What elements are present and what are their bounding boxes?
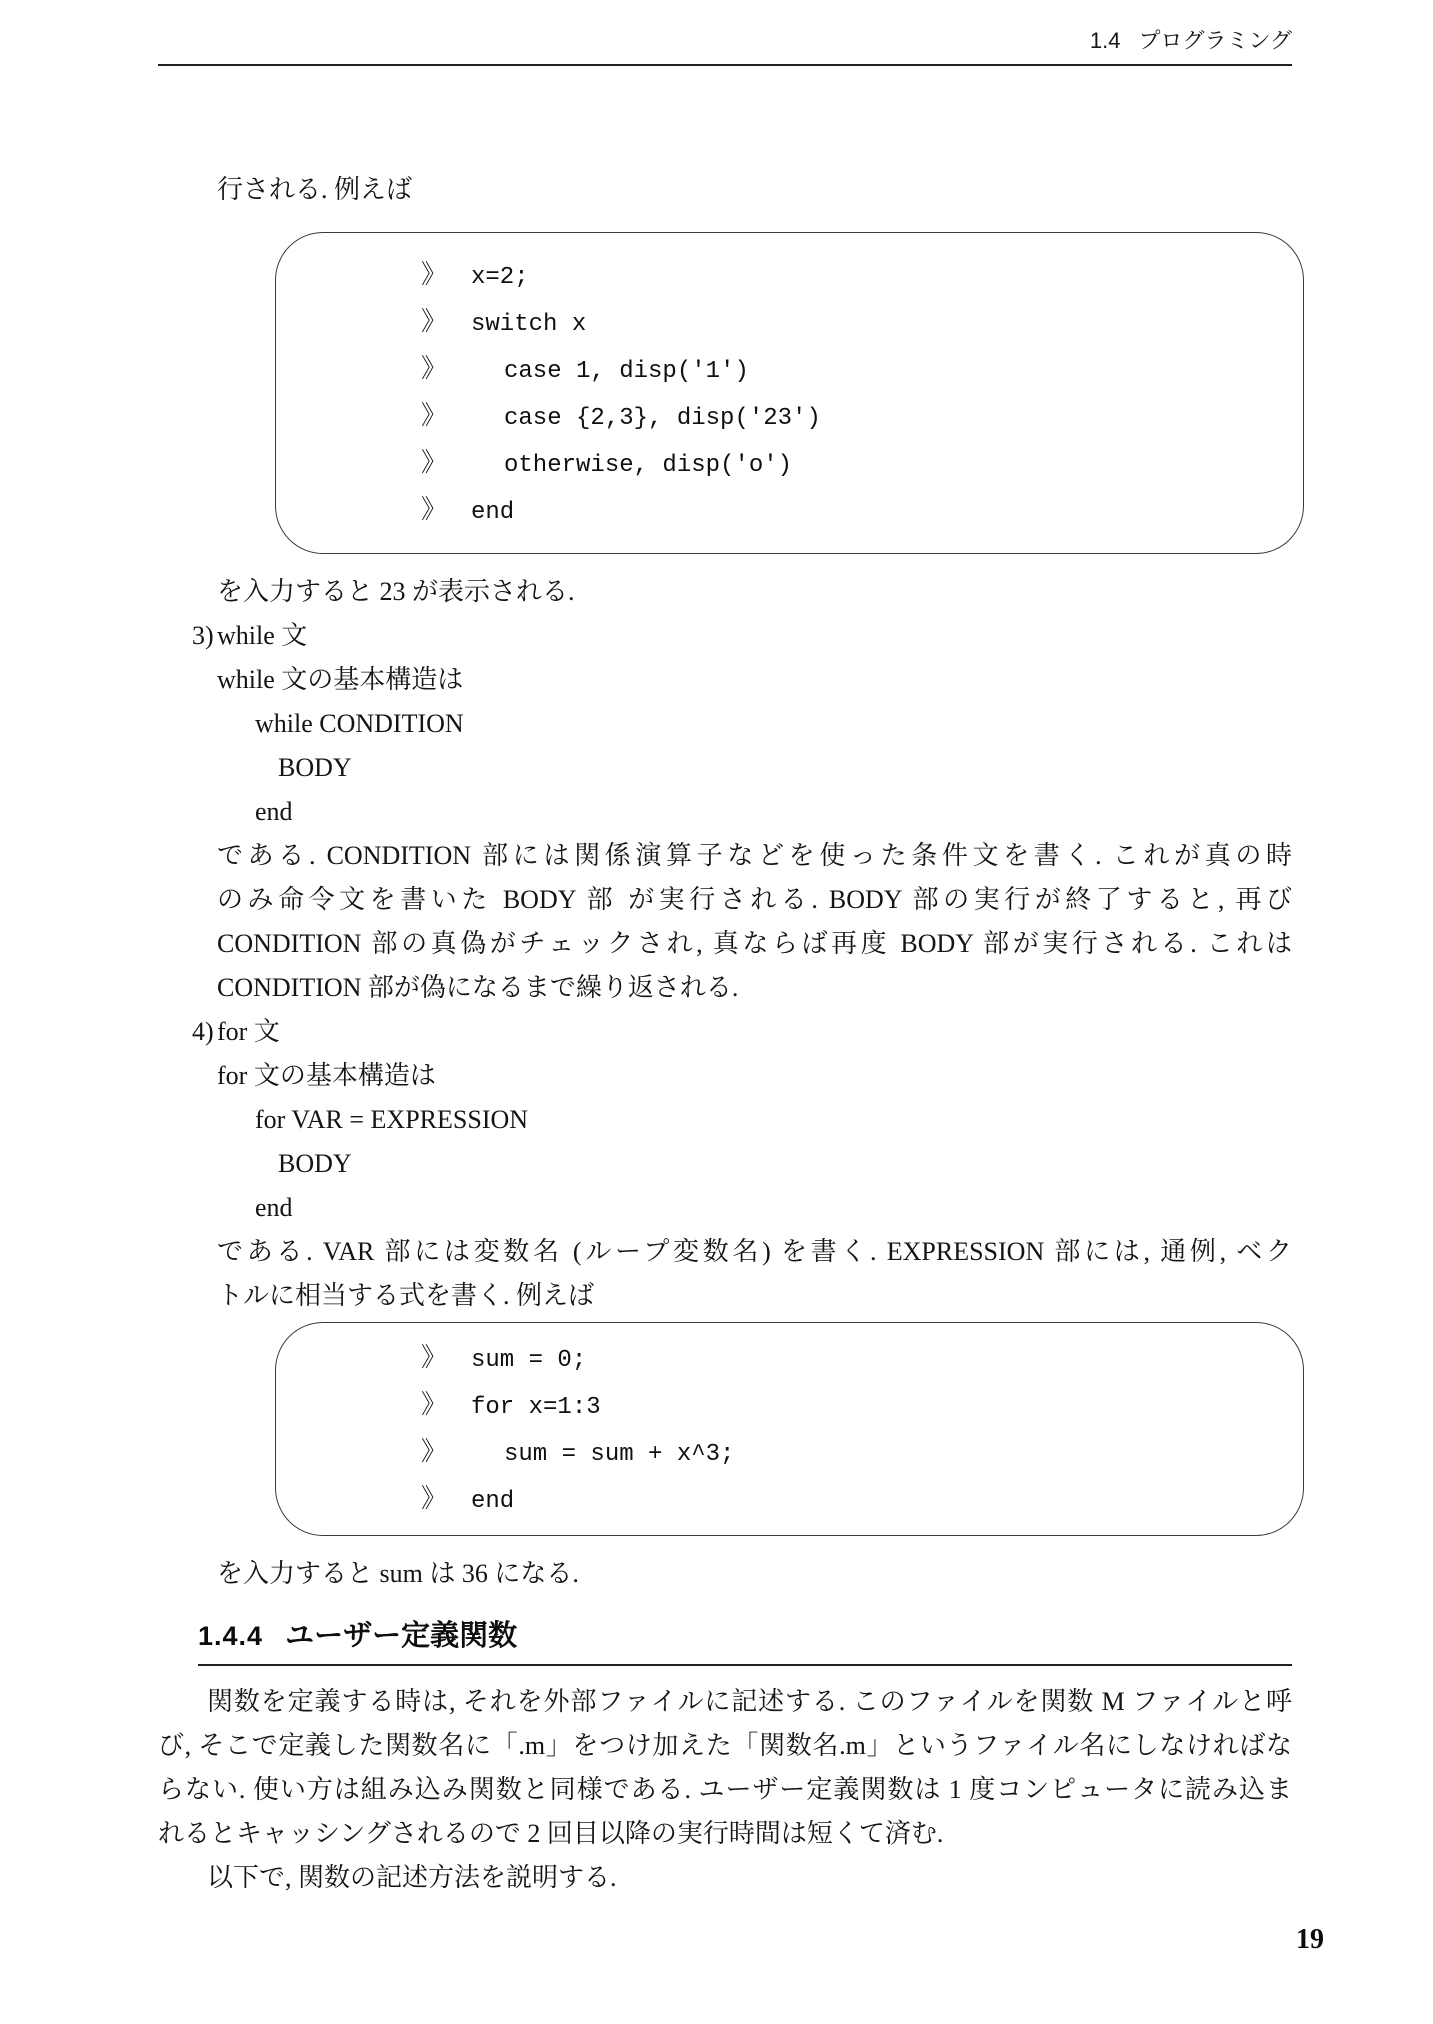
list-item-title: while 文 [217, 621, 308, 650]
for-syntax-line: BODY [278, 1149, 352, 1178]
paragraph-line: れるとキャッシングされるので 2 回目以降の実行時間は短くて済む. [158, 1819, 944, 1848]
code-result-note: を入力すると 23 が表示される. [217, 577, 575, 606]
code-text: otherwise, disp('o') [504, 452, 793, 479]
while-syntax-line: BODY [278, 753, 352, 782]
paragraph-line: 関数を定義する時は, それを外部ファイルに記述する. このファイルを関数 M ファイルと呼 [207, 1687, 1292, 1716]
list-item-for [158, 1010, 1292, 1054]
code-text: sum = sum + x^3; [504, 1441, 735, 1468]
for-description-line: トルに相当する式を書く. 例えば [217, 1281, 595, 1310]
for-syntax-line: end [255, 1193, 293, 1222]
code-text: end [471, 499, 515, 526]
code-text: case 1, disp('1') [504, 358, 749, 385]
page-number: 19 [1296, 1924, 1324, 1955]
code-line [421, 1383, 1283, 1430]
page-content [158, 0, 1292, 1900]
while-syntax-line: end [255, 797, 293, 826]
code-line [421, 441, 1283, 488]
intro-line: 行される. 例えば [217, 175, 413, 204]
matlab-prompt: 》 [421, 1390, 448, 1419]
matlab-prompt: 》 [421, 1484, 448, 1513]
matlab-prompt: 》 [421, 354, 448, 383]
while-description-line: である. CONDITION 部には関係演算子などを使った条件文を書く. これが真の時 [217, 841, 1292, 870]
closing-note: 以下で, 関数の記述方法を説明する. [207, 1863, 617, 1892]
running-header-section-number: 1.4 [1089, 28, 1121, 53]
subsection-title: ユーザー定義関数 [285, 1620, 518, 1652]
paragraph-line: らない. 使い方は組み込み関数と同様である. ユーザー定義関数は 1 度コンピュータに読み込ま [158, 1775, 1292, 1804]
matlab-prompt: 》 [421, 1437, 448, 1466]
matlab-prompt: 》 [421, 495, 448, 524]
code-line [421, 1477, 1283, 1524]
code-text: switch x [471, 311, 587, 338]
while-syntax-line: while CONDITION [255, 709, 464, 738]
list-marker: 3) [192, 621, 214, 650]
matlab-prompt: 》 [421, 448, 448, 477]
list-item-while [158, 614, 1292, 658]
matlab-prompt: 》 [421, 307, 448, 336]
code-text: end [471, 1488, 515, 1515]
code-box-switch [275, 232, 1304, 554]
for-syntax-line: for VAR = EXPRESSION [255, 1105, 529, 1134]
subsection-number: 1.4.4 [198, 1621, 264, 1651]
subsection-heading [198, 1616, 1292, 1666]
code-text: case {2,3}, disp('23') [504, 405, 821, 432]
code-line [421, 1430, 1283, 1477]
code-result-note: を入力すると sum は 36 になる. [217, 1559, 579, 1588]
for-subtitle: for 文の基本構造は [217, 1061, 436, 1090]
list-item-title: for 文 [217, 1017, 280, 1046]
paragraph-line: び, そこで定義した関数名に「.m」をつけ加えた「関数名.m」というファイル名にしなければな [158, 1731, 1292, 1760]
running-header-section-title: プログラミング [1138, 28, 1292, 53]
code-text: sum = 0; [471, 1347, 587, 1374]
code-line [421, 253, 1283, 300]
matlab-prompt: 》 [421, 401, 448, 430]
code-line [421, 488, 1283, 535]
matlab-prompt: 》 [421, 260, 448, 289]
code-line [421, 394, 1283, 441]
running-header [158, 0, 1292, 66]
for-description-line: である. VAR 部には変数名 (ループ変数名) を書く. EXPRESSION 部には, 通例, ベク [217, 1237, 1292, 1266]
code-box-for-loop [275, 1322, 1304, 1536]
while-description-line: CONDITION 部が偽になるまで繰り返される. [217, 973, 739, 1002]
while-description-line: CONDITION 部の真偽がチェックされ, 真ならば再度 BODY 部が実行される. これは [217, 929, 1292, 958]
code-text: x=2; [471, 264, 529, 291]
while-description-line: のみ命令文を書いた BODY 部 が実行される. BODY 部の実行が終了すると, 再び [217, 885, 1292, 914]
code-line [421, 1336, 1283, 1383]
code-line [421, 347, 1283, 394]
code-line [421, 300, 1283, 347]
matlab-prompt: 》 [421, 1343, 448, 1372]
code-text: for x=1:3 [471, 1394, 601, 1421]
while-subtitle: while 文の基本構造は [217, 665, 464, 694]
list-marker: 4) [192, 1017, 214, 1046]
